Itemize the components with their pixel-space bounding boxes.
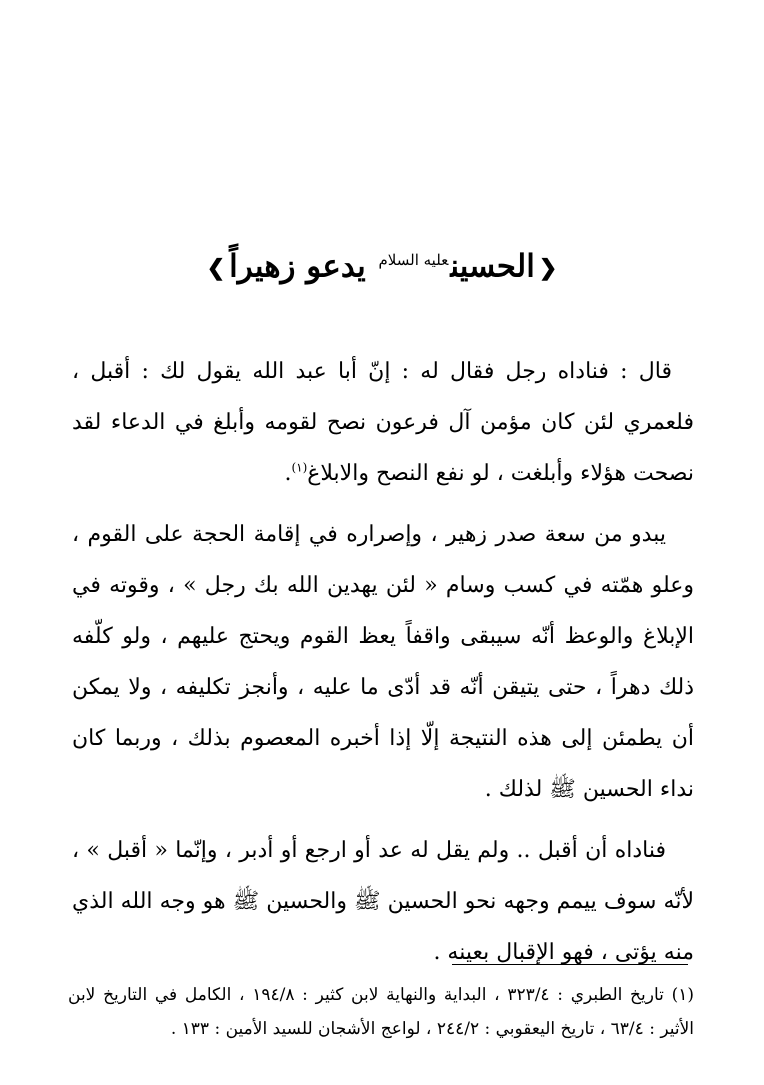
title-rest: يدعو زهيراً — [229, 248, 366, 285]
paragraph-2: يبدو من سعة صدر زهير ، وإصراره في إقامة الحجة على القوم ، وعلو همّته في كسب وسام « لئن يهدين الله بك رجل » ، وقوته في الإبلاغ والوعظ أنّه سيبقى واقفاً يعظ القوم ويحتج عليهم ، ولو كلّفه ذلك دهراً ، حتى يتيقن أنّه قد أدّى ما عليه ، وأنجز تكليفه ، ولا يمكن أن يطمئن إلى هذه النتيجة إلّا إذا أخبره المعصوم بذلك ، وربما كان نداء الحسين ﷺ لذلك . — [72, 522, 694, 802]
footnote-divider — [452, 964, 688, 965]
footnote-section — [68, 978, 694, 1046]
chapter-title — [0, 238, 764, 290]
title-honorific: عليه السلام — [378, 251, 449, 269]
paragraph-1-text: قال : فناداه رجل فقال له : إنّ أبا عبد الله يقول لك : أقبل ، فلعمري لئن كان مؤمن آل فرعون نصح لقومه وأبلغ في الدعاء لقد نصحت هؤلاء وأبلغت ، لو نفع النصح والابلاغ — [72, 359, 694, 486]
title-ornament-left: ❯ — [206, 254, 226, 281]
body-text — [72, 346, 694, 988]
footnote-1: (١) تاريخ الطبري : ٣٢٣/٤ ، البداية والنهاية لابن كثير : ١٩٤/٨ ، الكامل في التاريخ لابن الأثير : ٦٣/٤ ، تاريخ اليعقوبي : ٢٤٤/٢ ، لواعج الأشجان للسيد الأمين : ١٣٣ . — [68, 985, 694, 1039]
paragraph-1-tail: . — [284, 461, 292, 486]
paragraph-1 — [72, 346, 694, 499]
paragraph-3: فناداه أن أقبل .. ولم يقل له عد أو ارجع أو أدبر ، وإنّما « أقبل » ، لأنّه سوف ييمم وجهه نحو الحسين ﷺ والحسين ﷺ هو وجه الله الذي منه يؤتى ، فهو الإقبال بعينه . — [72, 838, 694, 965]
title-main: الحسين — [450, 248, 535, 285]
footnote-reference[interactable]: (١) — [291, 460, 308, 475]
title-ornament-right: ❮ — [538, 254, 558, 281]
